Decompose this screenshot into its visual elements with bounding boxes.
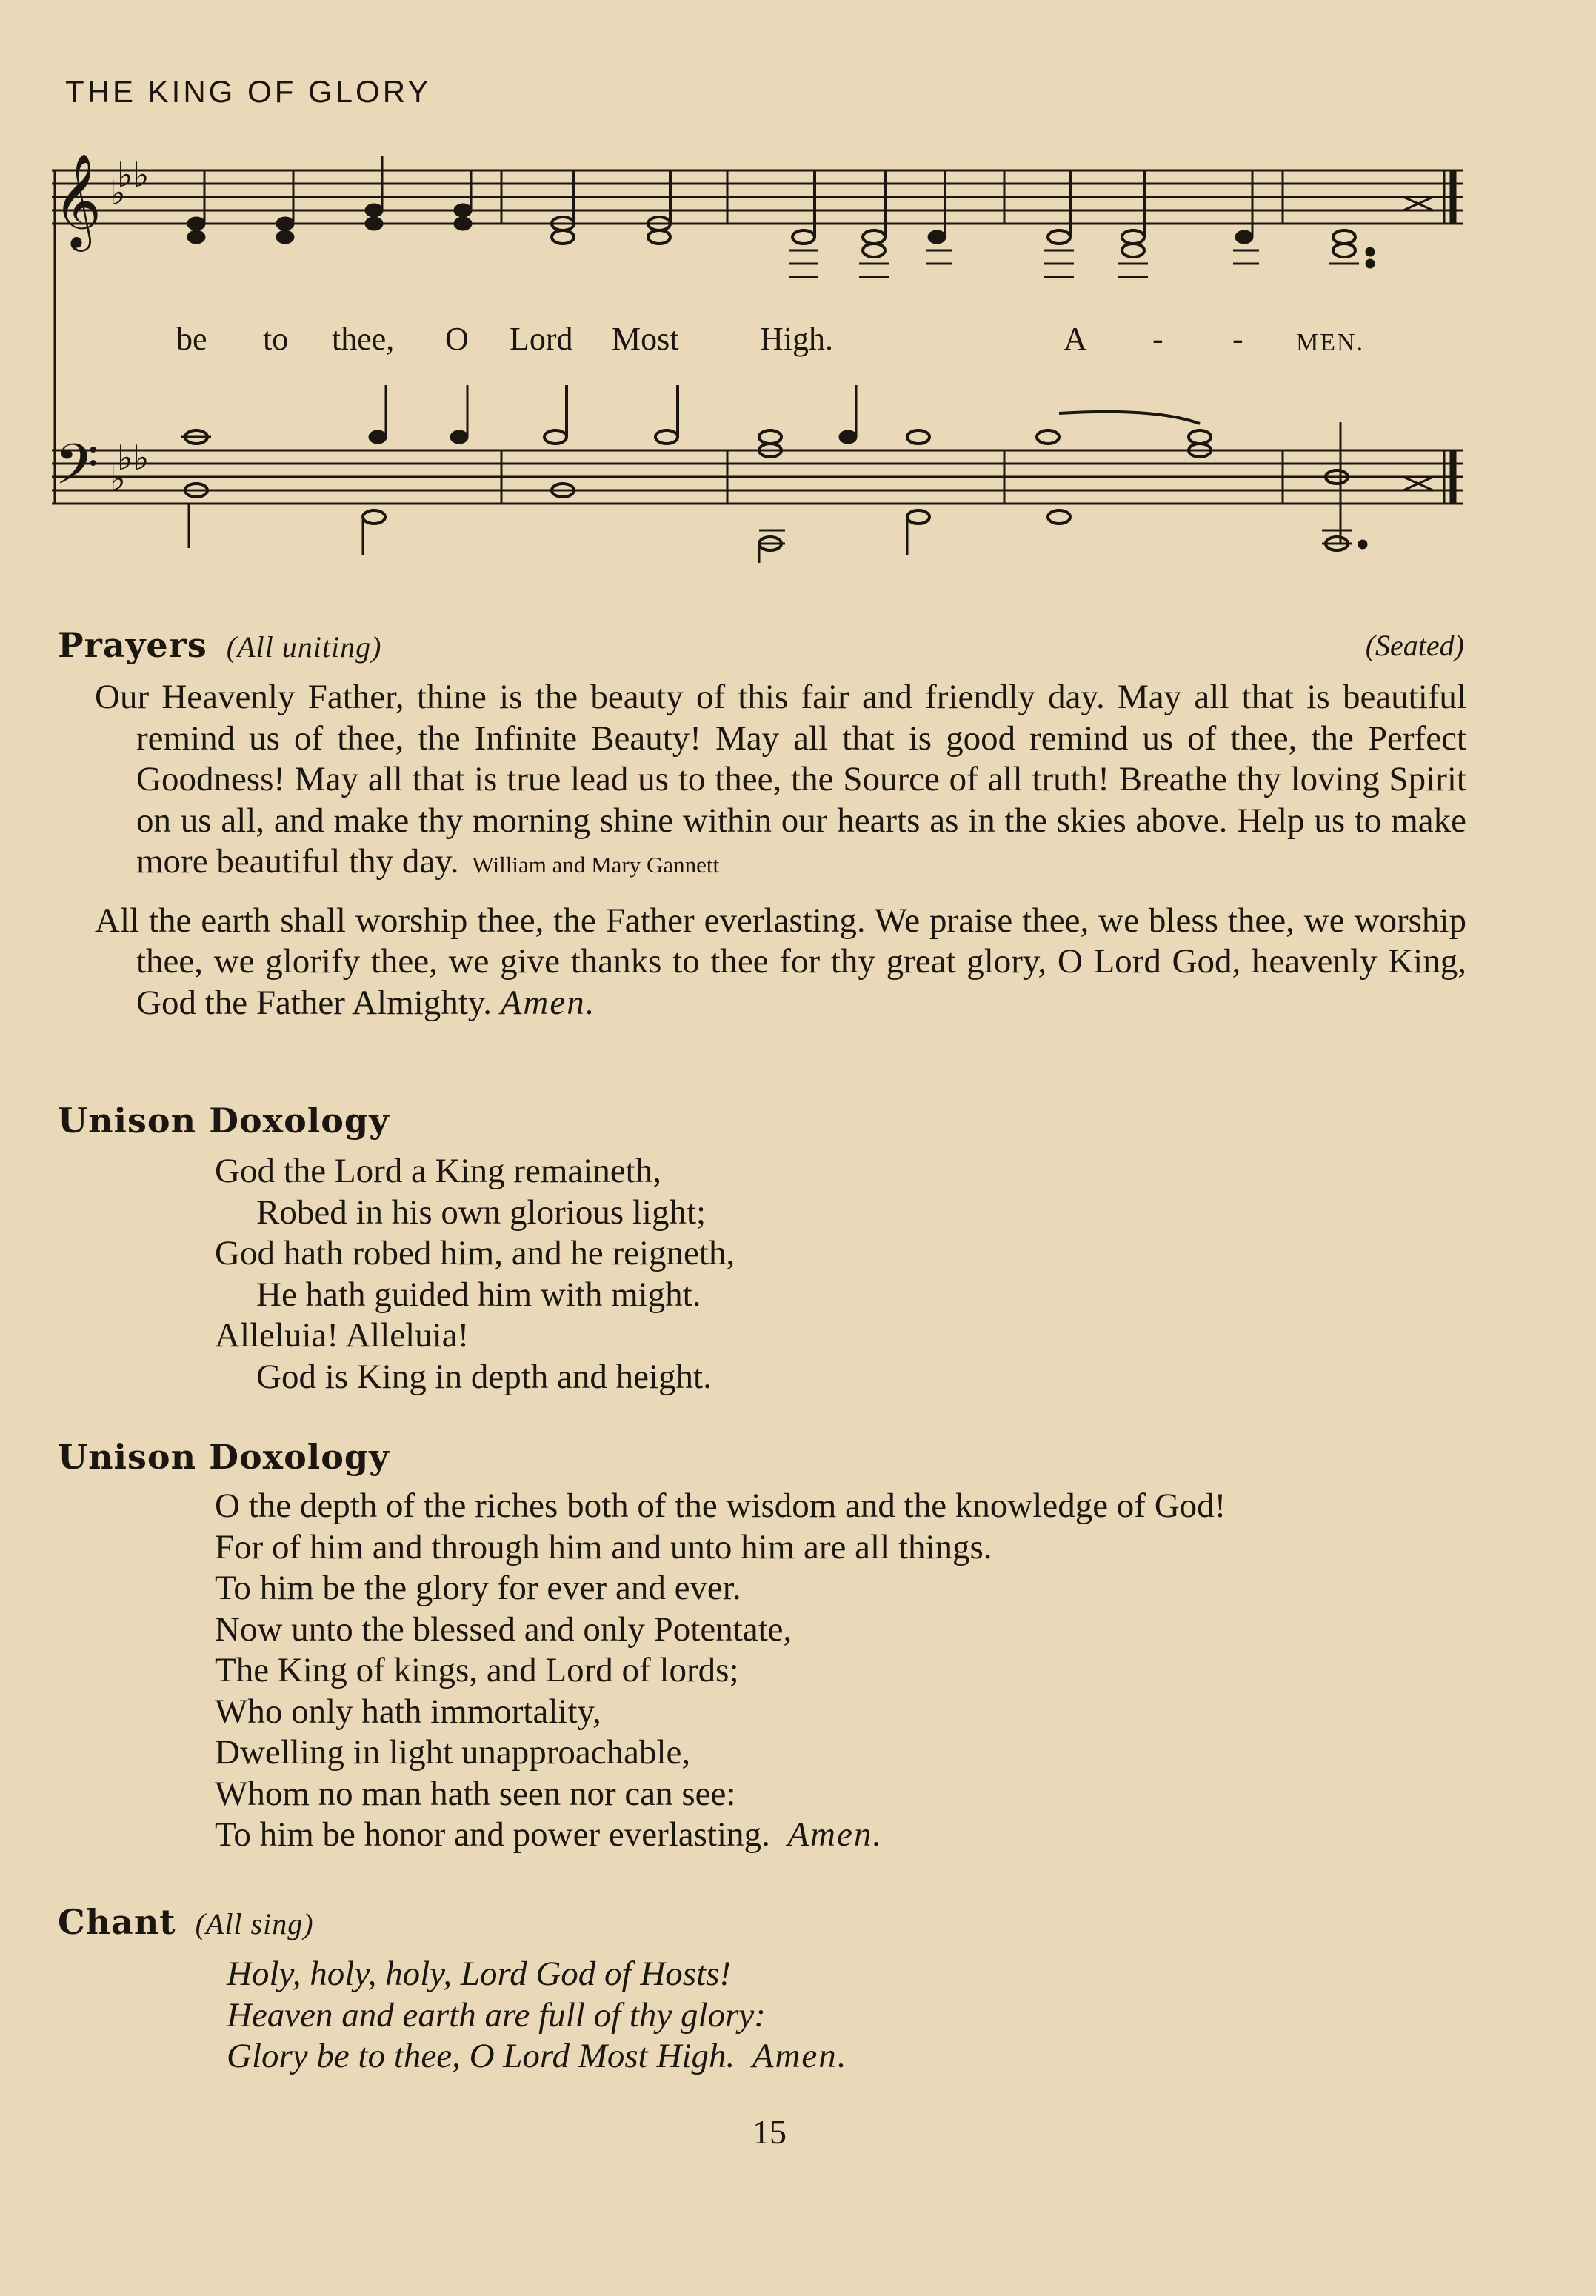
prayer-paragraph: Our Heavenly Father, thine is the beauty of this fair and friendly day. May all that is beautiful remind us of thee, the Infinite Beauty! May all that is good remind us of thee, the Perfect Goodness! May all that is true lead us to thee, the Source of all truth! Breathe thy loving Spirit on us all, and make thy morning shine within our hearts as in the skies above. Help us to make more beautiful thy day. William and Mary Gannett: [95, 678, 1466, 881]
verse-line: God hath robed him, and he reigneth,: [215, 1234, 735, 1272]
lyric-syllable: A: [1064, 321, 1087, 357]
svg-text:♭♭: ♭♭: [117, 155, 150, 195]
verse-line: He hath guided him with might.: [256, 1275, 701, 1314]
bass-clef-icon: 𝄢: [55, 432, 99, 511]
chant-line: Glory be to thee, O Lord Most High. Amen.: [227, 2037, 848, 2075]
prayer-paragraph: All the earth shall worship thee, the Father everlasting. We praise thee, we bless thee, we worship thee, we glorify thee, we give thanks to thee for thy great glory, O Lord God, heavenly King, God the Father Almighty. Amen.: [95, 901, 1466, 1022]
amen: Amen.: [752, 2037, 848, 2075]
lyric-syllable: O: [445, 321, 469, 357]
doxology-heading: Unison Doxology: [58, 1101, 390, 1141]
prayers-heading: Prayers (All uniting): [58, 625, 382, 665]
attribution: William and Mary Gannett: [472, 852, 720, 878]
lyric-syllable: High.: [760, 321, 833, 357]
chant-line: Heaven and earth are full of thy glory:: [227, 1995, 766, 2035]
lyric-syllable: -: [1152, 321, 1163, 357]
posture-note: (Seated): [1365, 629, 1464, 662]
amen: Amen.: [500, 983, 596, 1022]
lyric-syllable: to: [263, 321, 289, 357]
prayers-text: [95, 677, 1466, 1024]
verse-line: Whom no man hath seen nor can see:: [215, 1774, 736, 1813]
svg-text:♭♭: ♭♭: [117, 438, 150, 478]
svg-text:♭: ♭: [110, 173, 126, 213]
amen: Amen.: [787, 1815, 884, 1854]
chant-rubric: (All sing): [195, 1907, 314, 1940]
verse-line: For of him and through him and unto him are all things.: [215, 1527, 992, 1566]
page-number: 15: [752, 2113, 787, 2151]
prayers-rubric: (All uniting): [226, 630, 382, 664]
running-head: THE KING OF GLORY: [65, 74, 432, 109]
lyric-syllable: Lord: [510, 321, 573, 357]
chant-text: [227, 1954, 848, 2078]
treble-clef-icon: 𝄞: [53, 153, 102, 247]
chant-line: Holy, holy, holy, Lord God of Hosts!: [227, 1955, 732, 1993]
treble-staff: [52, 170, 1463, 224]
verse-line: Robed in his own glorious light;: [256, 1192, 707, 1232]
verse-line: To him be the glory for ever and ever.: [215, 1569, 741, 1607]
lyric-syllable: be: [176, 321, 207, 357]
lyric-syllable: -: [1232, 321, 1243, 357]
doxology-verse: [215, 1151, 735, 1398]
svg-text:♭: ♭: [110, 458, 126, 498]
lyric-syllable: thee,: [332, 321, 395, 357]
verse-line: The King of kings, and Lord of lords;: [215, 1651, 739, 1689]
verse-line: O the depth of the riches both of the wisdom and the knowledge of God!: [215, 1486, 1226, 1525]
chant-heading: Chant (All sing): [58, 1902, 314, 1942]
verse-line: Alleluia! Alleluia!: [215, 1316, 470, 1355]
music-score: [44, 141, 1526, 585]
verse-line: Now unto the blessed and only Potentate,: [215, 1609, 792, 1649]
lyric-syllable: Most: [612, 321, 679, 357]
verse-line: Dwelling in light unapproachable,: [215, 1733, 691, 1772]
doxology-verse: [215, 1486, 1226, 1856]
doxology-heading: Unison Doxology: [58, 1437, 390, 1477]
verse-line: God is King in depth and height.: [256, 1357, 712, 1396]
verse-line: Who only hath immortality,: [215, 1692, 601, 1731]
bass-staff: [52, 450, 1463, 504]
lyric-syllable: MEN.: [1296, 329, 1365, 356]
verse-line: God the Lord a King remaineth,: [215, 1152, 661, 1190]
verse-line: To him be honor and power everlasting. Amen.: [215, 1815, 884, 1854]
